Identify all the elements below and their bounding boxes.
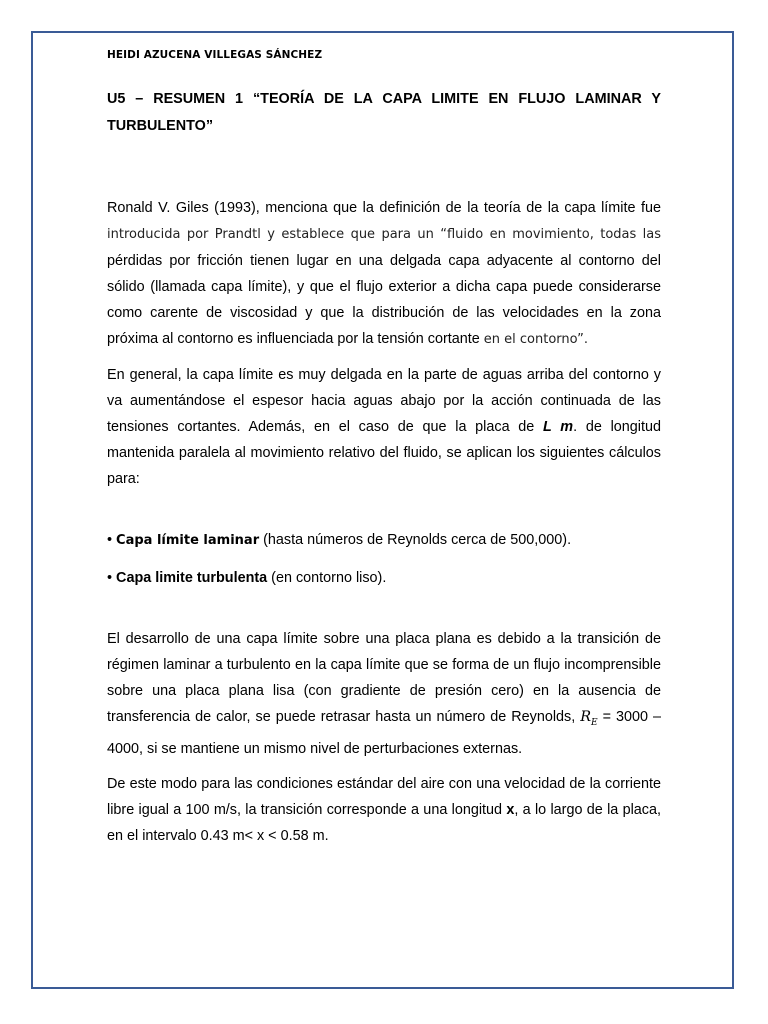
bullet-text: (en contorno liso).: [267, 570, 387, 586]
length-symbol: L m: [543, 419, 574, 435]
document-title: U5 – RESUMEN 1 “TEORÍA DE LA CAPA LIMITE EN FLUJO LAMINAR Y TURBULENTO”: [107, 91, 661, 134]
paragraph-3-text-b: = 3000 – 4000, si se mantiene un mismo nivel de perturbaciones externas.: [107, 709, 661, 757]
paragraph-2-text-a: En general, la capa límite es muy delgada en la parte de aguas arriba del contorno y va aumentándose el espesor hacia aguas abajo por la acción continuada de las tensiones cortantes. Además, en el caso de que la placa de: [107, 367, 661, 435]
paragraph-3: [107, 626, 661, 762]
bullet-list: [107, 527, 661, 591]
reynolds-symbol: [580, 709, 598, 728]
paragraph-1-text-d: en el contorno”.: [483, 332, 588, 347]
paragraph-1: [107, 195, 661, 353]
paragraph-4: [107, 771, 661, 849]
paragraph-2: [107, 362, 661, 492]
reynolds-symbol-subscript: E: [591, 717, 598, 728]
document-body: [107, 44, 661, 849]
list-item: [107, 565, 661, 591]
reynolds-symbol-base: R: [580, 709, 592, 725]
bullet-term: Capa limite turbulenta: [116, 570, 268, 586]
paragraph-4-text-b: , a lo largo de la placa, en el intervalo 0.43 m< x < 0.58 m.: [107, 801, 661, 844]
paragraph-4-text-a: De este modo para las condiciones estándar del aire con una velocidad de la corriente libre igual a 100 m/s, la transición corresponde a una longitud: [107, 775, 661, 818]
author-name: HEIDI AZUCENA VILLEGAS SÁNCHEZ: [107, 49, 323, 61]
paragraph-1-text-c: pérdidas por fricción tienen lugar en una delgada capa adyacente al contorno del sólido (llamada capa límite), y que el flujo exterior a dicha capa puede considerarse como carente de viscosidad y que la distribución de las velocidades en la zona próxima al contorno es influenciada por la tensión cortante: [107, 253, 661, 347]
paragraph-2-text-b: . de longitud mantenida paralela al movimiento relativo del fluido, se aplican los siguientes cálculos para:: [107, 419, 661, 487]
paragraph-3-text-a: El desarrollo de una capa límite sobre una placa plana es debido a la transición de régimen laminar a turbulento en la capa límite que se forma de un flujo incomprensible sobre una placa plana lisa (con gradiente de presión cero) en la ausencia de transferencia de calor, se puede retrasar hasta un número de Reynolds,: [107, 631, 661, 725]
bullet-marker: •: [107, 570, 117, 586]
bullet-text: (hasta números de Reynolds cerca de 500,000).: [259, 532, 572, 548]
bullet-marker: •: [107, 532, 117, 548]
length-variable: x: [506, 801, 515, 818]
bullet-term: Capa límite laminar: [116, 533, 260, 548]
paragraph-1-text-a: Ronald V. Giles (1993), menciona que la definición de la teoría de la capa límite fue: [107, 200, 661, 216]
list-item: [107, 527, 661, 554]
paragraph-1-text-b: introducida por Prandtl y establece que para un “fluido en movimiento, todas las: [107, 227, 661, 242]
